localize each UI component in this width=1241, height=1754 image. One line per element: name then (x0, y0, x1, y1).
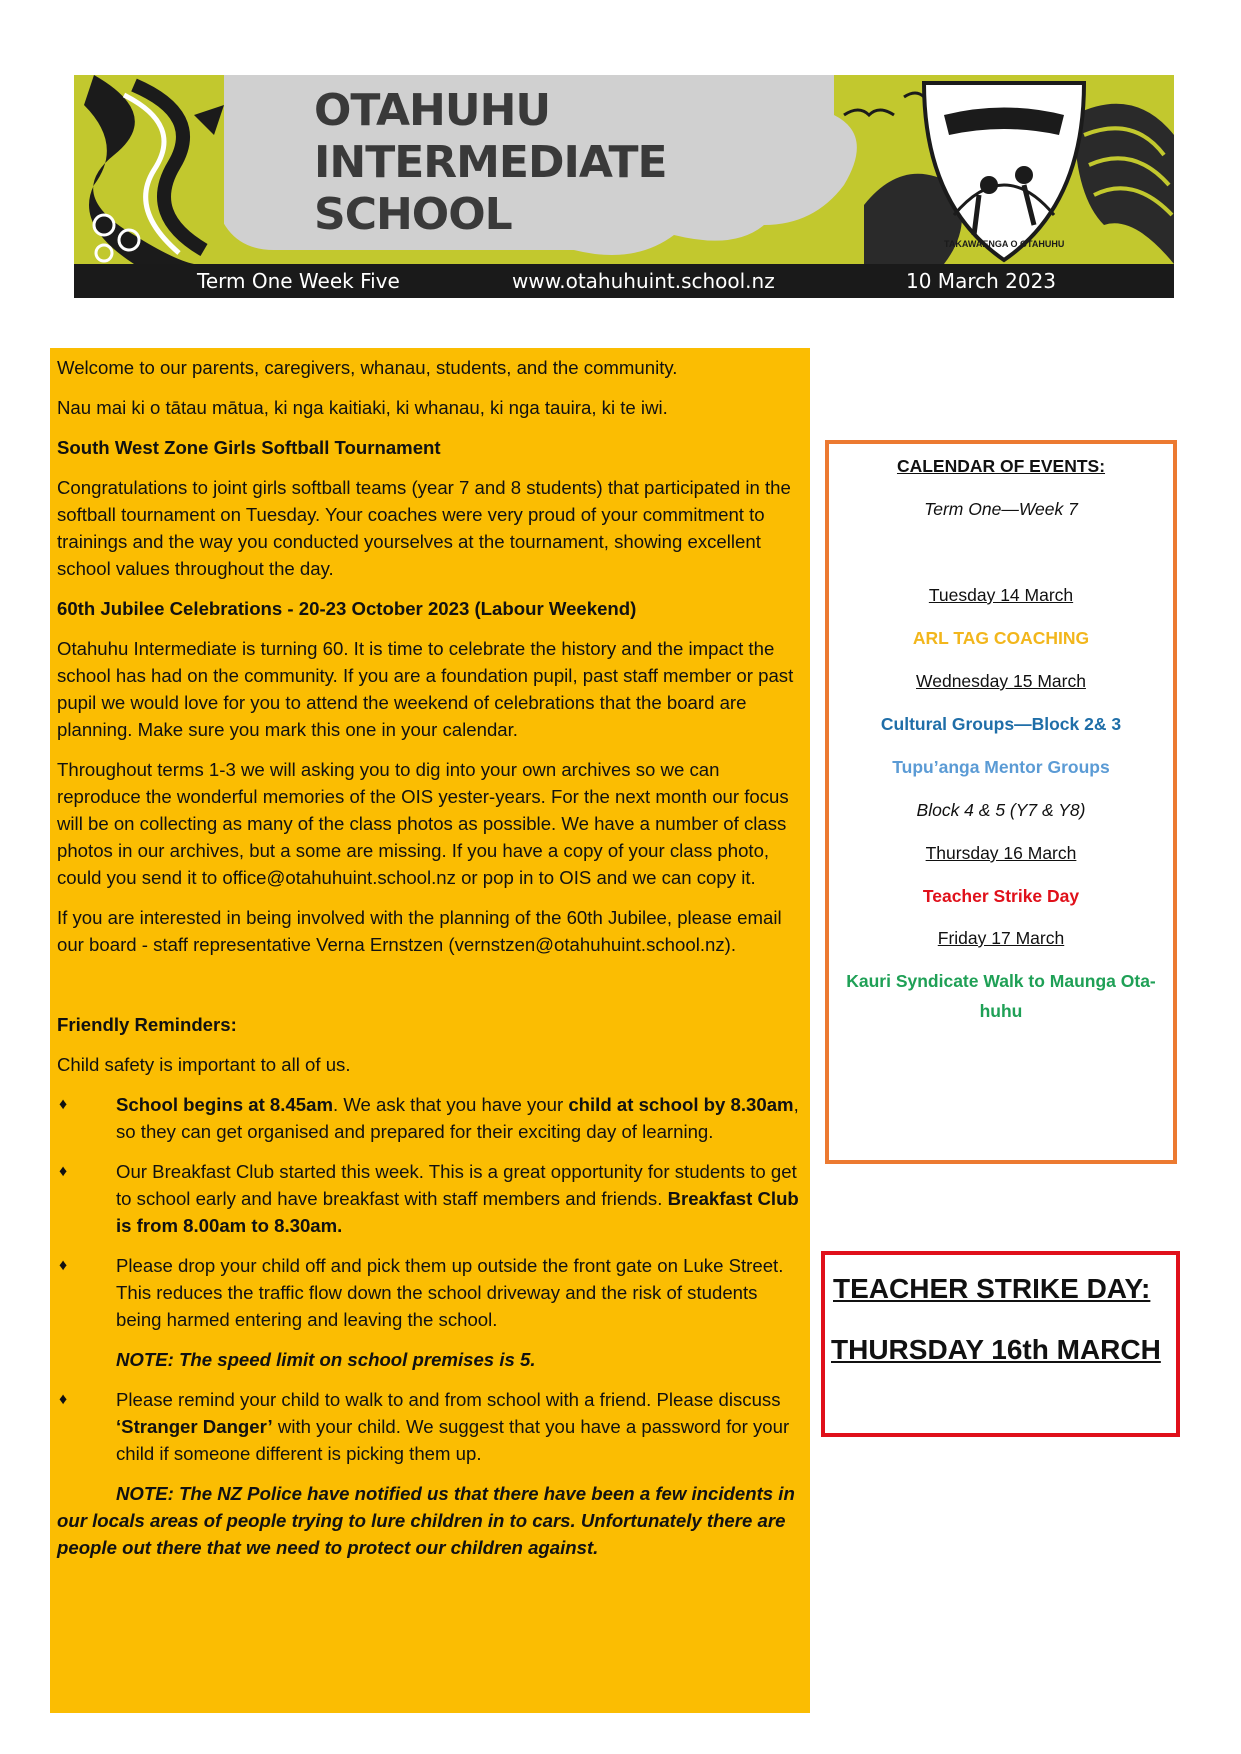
strike-title: TEACHER STRIKE DAY: (833, 1273, 1151, 1304)
crest-top-text: TE KURA (962, 91, 1029, 108)
calendar-date-tuesday: Tuesday 14 March (928, 585, 1074, 605)
bullet-2-text-1: Our Breakfast Club started this week. This is a great opportunity for students to get to school early and have breakfast with staff members and friends. (116, 1161, 797, 1209)
calendar-event-kauri-walk-line-1: Kauri Syndicate Walk to Maunga Ota- (846, 971, 1156, 991)
bullet-diamond-icon: ♦ (59, 1163, 68, 1180)
reminders-intro: Child safety is important to all of us. (57, 1054, 351, 1075)
calendar-event-mentor-groups: Tupu’anga Mentor Groups (892, 757, 1110, 777)
bullet-1-text-2: , so they can get organised and prepared for their exciting day of learning. (116, 1094, 799, 1142)
bullet-1-text-1: . We ask that you have your (333, 1094, 569, 1115)
calendar-event-cultural-groups: Cultural Groups—Block 2& 3 (880, 714, 1122, 734)
crest-arc-text: TAKAWAENGA O OTAHUHU (944, 239, 1065, 249)
strike-date: THURSDAY 16th MARCH (831, 1334, 1161, 1365)
calendar-event-arl-tag: ARL TAG COACHING (912, 628, 1090, 648)
note-speed-limit: NOTE: The speed limit on school premises is 5. (116, 1349, 536, 1370)
bullet-diamond-icon: ♦ (59, 1257, 68, 1274)
bullet-diamond-icon: ♦ (59, 1096, 68, 1113)
reminder-bullet-2 (57, 1158, 804, 1239)
calendar-title: CALENDAR OF EVENTS: (896, 456, 1106, 476)
main-content (50, 348, 810, 1713)
bullet-2-bold-1: Breakfast Club is from 8.00am to 8.30am. (116, 1188, 799, 1236)
welcome-text: Welcome to our parents, caregivers, whanau, students, and the community. (57, 357, 678, 378)
school-name-line-2: INTERMEDIATE (314, 137, 667, 188)
website-link[interactable]: www.otahuhuint.school.nz (512, 269, 775, 293)
school-name (314, 85, 734, 241)
jubilee-text-3: If you are interested in being involved with the planning of the 60th Jubilee, please email our board - staff representative Verna Ernstzen (vernstzen@otahuhuint.school.nz). (57, 907, 782, 955)
calendar-of-events (825, 440, 1177, 1164)
calendar-subtitle: Term One—Week 7 (924, 499, 1078, 519)
bullet-4-bold-1: ‘Stranger Danger’ (116, 1416, 273, 1437)
header-info-bar (74, 264, 1174, 298)
bullet-4-text-1: Please remind your child to walk to and from school with a friend. Please discuss (116, 1389, 781, 1410)
header-banner (74, 75, 1174, 298)
reminder-bullet-4 (57, 1386, 804, 1467)
reminder-bullet-1 (57, 1091, 804, 1145)
bullet-diamond-icon: ♦ (59, 1391, 68, 1408)
issue-date: 10 March 2023 (906, 269, 1057, 293)
reminders-heading: Friendly Reminders: (57, 1014, 237, 1035)
school-name-line-1: OTAHUHU (314, 85, 551, 136)
calendar-date-thursday: Thursday 16 March (925, 843, 1077, 863)
calendar-event-strike-day: Teacher Strike Day (922, 886, 1080, 906)
jubilee-text-1: Otahuhu Intermediate is turning 60. It is time to celebrate the history and the impact the school has had on the community. If you are a foundation pupil, past staff member or past pupil we would love for you to attend the weekend of celebrations that the board are planning. Make sure you mark this one in your calendar. (57, 638, 794, 740)
teacher-strike-box (821, 1251, 1180, 1437)
jubilee-text-2: Throughout terms 1-3 we will asking you to dig into your own archives so we can reproduce the wonderful memories of the OIS yester-years. For the next month our focus will be on collecting as many of the class photos as possible. We have a number of class photos in our archives, but a some are missing. If you have a copy of your class photo, could you send it to office@otahuhuint.school.nz or pop in to OIS and we can copy it. (57, 759, 789, 888)
bullet-4-text-2: with your child. We suggest that you have a password for your child if someone different is picking them up. (116, 1416, 790, 1464)
note-police: NOTE: The NZ Police have notified us that there have been a few incidents in our locals areas of people trying to lure children in to cars. Unfortunately there are people out there that we need to protect our children against. (57, 1483, 795, 1558)
school-name-line-3: SCHOOL (314, 189, 512, 240)
bullet-1-bold-2: child at school by 8.30am (568, 1094, 794, 1115)
calendar-date-wednesday: Wednesday 15 March (916, 671, 1086, 691)
spacer (57, 971, 804, 1011)
bullet-3-text: Please drop your child off and pick them up outside the front gate on Luke Street. This reduces the traffic flow down the school driveway and the risk of students being harmed entering and leaving the school. (116, 1255, 784, 1330)
jubilee-heading: 60th Jubilee Celebrations - 20-23 October 2023 (Labour Weekend) (57, 598, 637, 619)
reminder-bullet-3 (57, 1252, 804, 1333)
calendar-event-blocks: Block 4 & 5 (Y7 & Y8) (916, 800, 1086, 820)
softball-text: Congratulations to joint girls softball teams (year 7 and 8 students) that participated in the softball tournament on Tuesday. Your coaches were very proud of your commitment to trainings and the way you conducted yourselves at the tournament, showing excellent school values throughout the day. (57, 477, 791, 579)
softball-heading: South West Zone Girls Softball Tournament (57, 437, 441, 458)
bullet-1-bold-1: School begins at 8.45am (116, 1094, 333, 1115)
calendar-event-kauri-walk-line-2: huhu (979, 1001, 1023, 1021)
maori-welcome-text: Nau mai ki o tātau mātua, ki nga kaitiaki, ki whanau, ki nga tauira, ki te iwi. (57, 397, 668, 418)
term-week: Term One Week Five (197, 269, 400, 293)
calendar-date-friday: Friday 17 March (937, 928, 1065, 948)
